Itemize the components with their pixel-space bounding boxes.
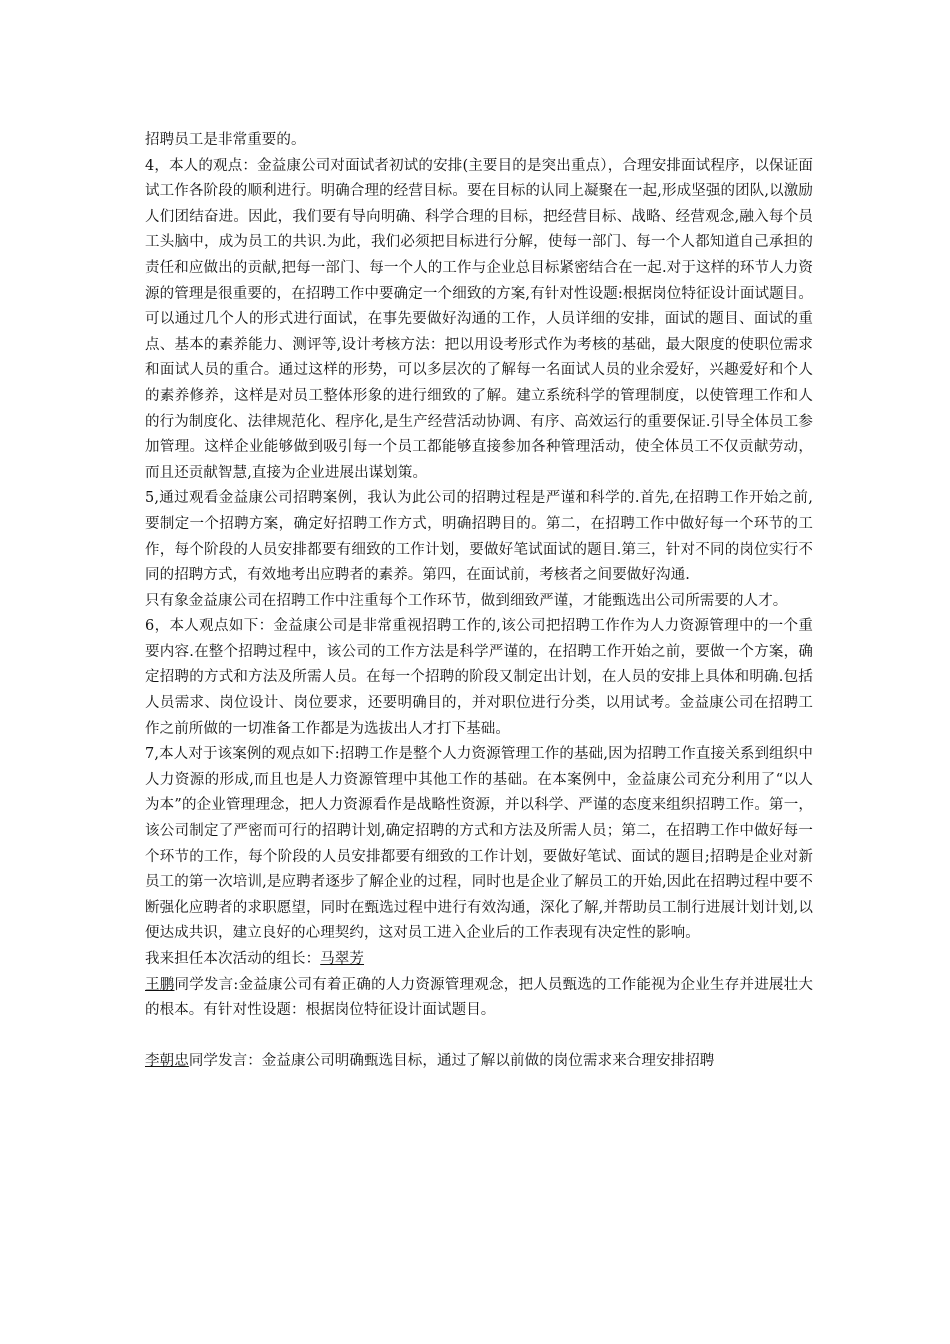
student-2-text: 同学发言：金益康公司明确甄选目标，通过了解以前做的岗位需求来合理安排招聘 [188,1053,715,1070]
student-1-text: 同学发言:金益康公司有着正确的人力资源管理观念，把人员甄选的工作能视为企业生存并进展壮大的根本。有针对性设题：根据岗位特征设计面试题目。 [145,976,813,1019]
document-body [145,128,813,1075]
paragraph-group-leader [145,947,813,973]
paragraph-opinion-5: 5,通过观看金益康公司招聘案例，我认为此公司的招聘过程是严谨和科学的.首先,在招聘工作开始之前,要制定一个招聘方案，确定好招聘工作方式，明确招聘目的。第二，在招聘工作中做好每一个环节的工作，每个阶段的人员安排都要有细致的工作计划，要做好笔试面试的题目.第三，针对不同的岗位实行不同的招聘方式，有效地考出应聘者的素养。第四，在面试前，考核者之间要做好沟通. [145,490,813,584]
blank-line [145,1024,813,1050]
leader-name: 马翠芳 [320,951,365,967]
paragraph-intro: 招聘员工是非常重要的。 [145,132,306,148]
paragraph-student-2 [145,1049,813,1075]
paragraph-opinion-6: 6，本人观点如下：金益康公司是非常重视招聘工作的,该公司把招聘工作作为人力资源管理中的一个重要内容.在整个招聘过程中，该公司的工作方法是科学严谨的，在招聘工作开始之前，要做一个方案，确定招聘的方式和方法及所需人员。在每一个招聘的阶段又制定出计划，在人员的安排上具体和明确.包括人员需求、岗位设计、岗位要求，还要明确目的，并对职位进行分类，以用试考。金益康公司在招聘工作之前所做的一切准备工作都是为选拔出人才打下基础。 [145,618,813,737]
student-1-name: 王鹏 [145,976,175,993]
paragraph-opinion-4: 4，本人的观点：金益康公司对面试者初试的安排(主要目的是突出重点），合理安排面试程序，以保证面试工作各阶段的顺利进行。明确合理的经营目标。要在目标的认同上凝聚在一起,形成坚强的团队,以激励人们团结奋进。因此，我们要有导向明确、科学合理的目标，把经营目标、战略、经营观念,融入每个员工头脑中，成为员工的共识.为此，我们必须把目标进行分解，使每一部门、每一个人都知道自己承担的责任和应做出的贡献,把每一部门、每一个人的工作与企业总目标紧密结合在一起.对于这样的环节人力资源的管理是很重要的，在招聘工作中要确定一个细致的方案,有针对性设题:根据岗位特征设计面试题目。可以通过几个人的形式进行面试，在事先要做好沟通的工作，人员详细的安排，面试的题目、面试的重点、基本的素养能力、测评等,设计考核方法：把以用设考形式作为考核的基础，最大限度的使职位需求和面试人员的重合。通过这样的形势，可以多层次的了解每一名面试人员的业余爱好，兴趣爱好和个人的素养修养，这样是对员工整体形象的进行细致的了解。建立系统科学的管理制度，以使管理工作和人的行为制度化、法律规范化、程序化,是生产经营活动协调、有序、高效运行的重要保证.引导全体员工参加管理。这样企业能够做到吸引每一个员工都能够直接参加各种管理活动，使全体员工不仅贡献劳动，而且还贡献智慧,直接为企业进展出谋划策。 [145,157,813,481]
leader-prefix: 我来担任本次活动的组长： [145,951,321,967]
paragraph-opinion-7: 7,本人对于该案例的观点如下:招聘工作是整个人力资源管理工作的基础,因为招聘工作直接关系到组织中人力资源的形成,而且也是人力资源管理中其他工作的基础。在本案例中，金益康公司充分利用了“以人为本”的企业管理理念，把人力资源看作是战略性资源，并以科学、严谨的态度来组织招聘工作。第一，该公司制定了严密而可行的招聘计划,确定招聘的方式和方法及所需人员；第二，在招聘工作中做好每一个环节的工作，每个阶段的人员安排都要有细致的工作计划，要做好笔试、面试的题目;招聘是企业对新员工的第一次培训,是应聘者逐步了解企业的过程，同时也是企业了解员工的开始,因此在招聘过程中要不断强化应聘者的求职愿望，同时在甄选过程中进行有效沟通，深化了解,并帮助员工制行进展计划计划,以便达成共识，建立良好的心理契约，这对员工进入企业后的工作表现有决定性的影响。 [145,746,813,942]
paragraph-student-1 [145,973,813,1024]
paragraph-opinion-5-conclusion: 只有象金益康公司在招聘工作中注重每个工作环节，做到细致严谨，才能甄选出公司所需要的人才。 [145,592,788,609]
student-2-name: 李朝忠 [145,1053,189,1070]
